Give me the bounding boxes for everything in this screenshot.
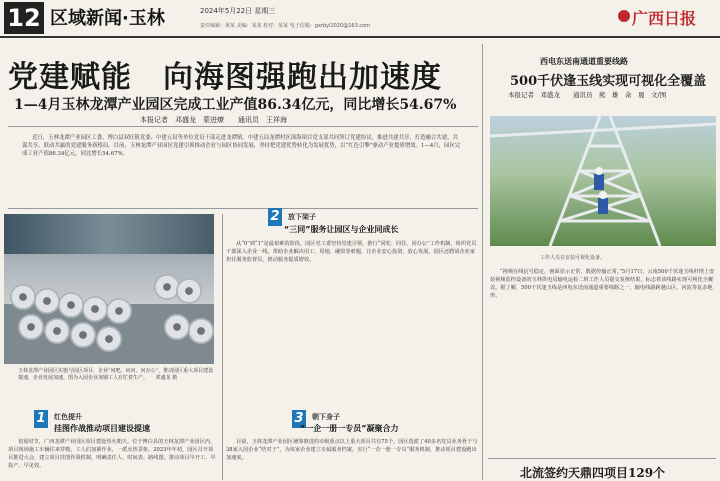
editor-credits: 责任编辑：黄某 美编：某某 校对：某某 电子信箱：gxrbyl2020@163.com [200, 23, 371, 29]
divider [488, 458, 716, 459]
next-article-headline: 北流签约天鼎四项目129个 [520, 466, 666, 480]
page-number: 12 [4, 2, 44, 34]
intro-paragraph: 近日，玉林龙潭产业园区工委、博白县双旺镇党委、中建五局等单位党员干部走进龙潭镇、中建五局龙潭村区深海项目党支部共同签订党建协议，推进共建共享，打造融合共建、共谋共享、联动共赢的党建服务新格局。目前，玉林龙潭产业园区党建引领推动企业与园区协同发展，坚持把党建优势转化为发展优势，以“红色引擎”驱动产业提质增效。1—4月，园区完成工业产值86.34亿元，同比增长54.67%。 [22, 135, 461, 157]
section-title: “三同”服务让园区与企业同成长 [284, 225, 399, 234]
column-divider [222, 214, 223, 480]
right-byline: 本报记者 邓盛龙 通讯员 熊 雄 余 晟 文/图 [508, 91, 667, 99]
section-title: “一企一册一专员”凝聚合力 [300, 424, 399, 433]
section-marker: 2 [268, 208, 282, 226]
section-marker: 1 [34, 410, 48, 428]
section-label: 朝下身子 [312, 413, 340, 421]
main-subheadline: 1—4月玉林龙潭产业园区完成工业产值86.34亿元，同比增长54.67% [14, 97, 457, 113]
right-body: “视频在线信号稳定，画面显示正常，数据传输正常。”5月17日，云南500千伏逢玉线杆塔上安装视频监控设备的玉林供电局输电运检二班工作人员提交复核结果，标志着该线路实现可视化全覆盖。据了解，500千伏逢玉线是西电东送南通道重要线路之一，输电线路跨越山区、河流等复杂地形。 [490, 269, 715, 299]
newspaper-logo-icon [618, 10, 630, 22]
section-title: 挂图作战推动项目建设提速 [54, 424, 150, 433]
right-kicker: 西电东送南通道重要线路 [540, 57, 628, 66]
section-label: 红色提升 [54, 413, 82, 421]
issue-date: 2024年5月22日 星期三 [200, 7, 276, 15]
divider [8, 126, 478, 127]
right-headline: 500千伏逢玉线实现可视化全覆盖 [510, 74, 707, 89]
section-body: 目前，玉林龙潭产业园区统筹推进的市级重点以上重大项目共有75个。园区选派了40多名党员业务骨干与38家入园企业“结对子”，为每家企业建立专属服务档案，实行“一企一册一专员”服务机制，推动项目建设跑出加速度。 [226, 439, 478, 461]
divider [8, 208, 478, 209]
section-label: 放下架子 [288, 213, 316, 221]
factory-photo [4, 214, 214, 364]
section-body: 从“0”到“1”是最艰难的阶段。园区党工委坚持党建引领，推行“同吃、同住、同办公”工作机制，组织党员干部深入企业一线，帮助企业解决用工、用地、融资等难题，让企业安心投资、放心发展。园区还聘请企业家担任服务监督员，推动服务提质增效。 [226, 241, 477, 263]
section-marker: 3 [292, 410, 306, 428]
photo-caption: 玉林龙潭产业园区实施与园区项目，企业“问吧、问问、问办公”，推动园区重大项目建设提速，企业发展加速。图为入园企业加钢工人在忙着生产。 邓盛龙 摄 [18, 368, 214, 381]
power-tower-photo [490, 116, 716, 246]
section-body: 初夏时节，广西龙潭产业园区项目建设热火朝天。位于博白县的玉林龙潭产业园区内，项目现场施工车辆往来穿梭，工人们加紧作业，一派火热景象。2023年年初，园区召开项目推进大会，建立项目挂图作战机制，明确责任人、时间表、路线图，推动项目早开工、早投产、早见效。 [8, 439, 216, 469]
main-byline: 本报记者 邓盛龙 蒙进燎 通讯员 王祥海 [140, 116, 287, 124]
section-title: 区域新闻·玉林 [50, 8, 165, 29]
newspaper-logo: 广西日报 [632, 9, 697, 28]
main-headline: 党建赋能 向海图强跑出加速度 [8, 60, 442, 95]
column-divider [482, 44, 483, 480]
photo-caption: 工作人员在安装可视化设备。 [540, 255, 606, 261]
